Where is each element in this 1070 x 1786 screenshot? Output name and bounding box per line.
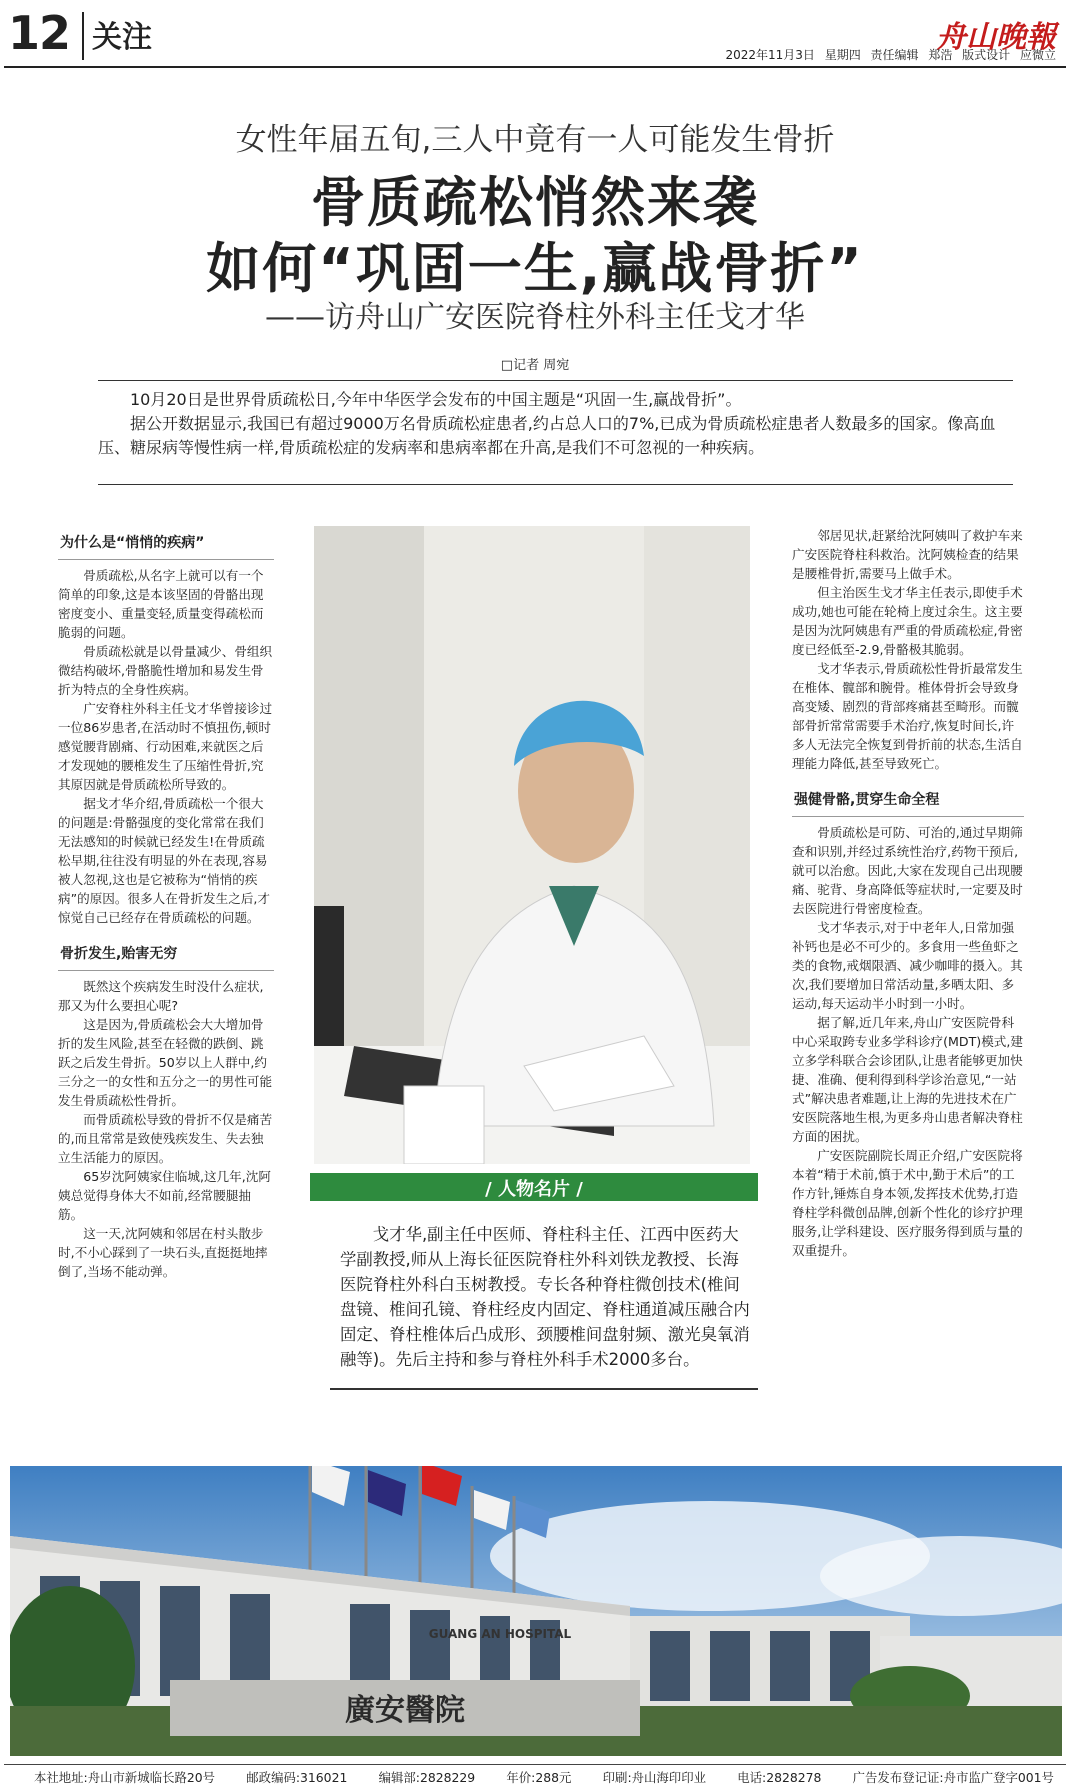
footer-editorial-phone: 编辑部:2828229 bbox=[378, 1770, 476, 1785]
kicker: 女性年届五旬,三人中竟有一人可能发生骨折 bbox=[235, 122, 835, 158]
hospital-photo bbox=[10, 1466, 1062, 1756]
header-rule bbox=[4, 66, 1066, 68]
paragraph: 广安脊柱外科主任戈才华曾接诊过一位86岁患者,在活动时不慎扭伤,顿时感觉腰背剧痛、行动困难,来就医之后才发现她的腰椎发生了压缩性骨折,究其原因就是骨质疏松所导致的。 bbox=[58, 701, 273, 792]
profile-paragraph: 戈才华,副主任中医师、脊柱科主任、江西中医药大学副教授,师从上海长征医院脊柱外科刘铁龙教授、长海医院脊柱外科白玉树教授。专长各种脊柱微创技术(椎间盘镜、椎间孔镜、脊柱经皮内固定、脊柱通道减压融合内固定、脊柱椎体后凸成形、颈腰椎间盘射频、激光臭氧消融等)。先后主持和参与脊柱外科手术2000多台。 bbox=[340, 1225, 750, 1369]
section-divider bbox=[82, 12, 84, 60]
issue-meta: 2022年11月3日 星期四 责任编辑 郑浩 版式设计 应微立 bbox=[725, 48, 1056, 62]
lead-top-rule bbox=[98, 380, 1013, 381]
newspaper-logo: 舟山晚報 bbox=[936, 20, 1056, 55]
paragraph: 但主治医生戈才华主任表示,即使手术成功,她也可能在轮椅上度过余生。这主要是因为沈阿姨患有严重的骨质疏松症,骨密度已经低至-2.9,骨骼极其脆弱。 bbox=[792, 585, 1023, 657]
profile-text bbox=[340, 1222, 750, 1372]
hospital-sign-text: 廣安醫院 bbox=[345, 1693, 465, 1728]
section-heading: 为什么是“悄悄的疾病” bbox=[58, 530, 274, 560]
paragraph: 这一天,沈阿姨和邻居在村头散步时,不小心踩到了一块石头,直挺挺地摔倒了,当场不能动弹。 bbox=[58, 1226, 268, 1279]
page-number: 12 bbox=[8, 6, 71, 60]
profile-rule bbox=[330, 1388, 758, 1390]
paragraph: 据戈才华介绍,骨质疏松一个很大的问题是:骨骼强度的变化常常在我们无法感知的时候就已经发生!在骨质疏松早期,往往没有明显的外在表现,容易被人忽视,这也是它被称为“悄悄的疾病”的原因。很多人在骨折发生之后,才惊觉自己已经存在骨质疏松的问题。 bbox=[58, 796, 271, 925]
footer-phone: 电话:2828278 bbox=[737, 1770, 822, 1785]
paragraph: 既然这个疾病发生时没什么症状,那又为什么要担心呢? bbox=[58, 979, 264, 1013]
paragraph: 65岁沈阿姨家住临城,这几年,沈阿姨总觉得身体大不如前,经常腰腿抽筋。 bbox=[58, 1169, 271, 1222]
footer-address: 本社地址:舟山市新城临长路20号 bbox=[34, 1770, 216, 1785]
paragraph: 戈才华表示,骨质疏松性骨折最常发生在椎体、髋部和腕骨。椎体骨折会导致身高变矮、剧烈的背部疼痛甚至畸形。而髋部骨折常常需要手术治疗,恢复时间长,许多人无法完全恢复到骨折前的状态,生活自理能力降低,甚至导致死亡。 bbox=[792, 661, 1023, 771]
hospital-building-sign: GUANG AN HOSPITAL bbox=[428, 1627, 572, 1641]
byline: □记者 周宛 bbox=[500, 358, 570, 373]
headline-line-1: 骨质疏松悄然来袭 bbox=[311, 171, 759, 234]
paragraph: 邻居见状,赶紧给沈阿姨叫了救护车来广安医院脊柱科救治。沈阿姨检查的结果是腰椎骨折,需要马上做手术。 bbox=[792, 528, 1023, 581]
headline-line-2: 如何“巩固一生,赢战骨折” bbox=[206, 237, 864, 300]
section-name: 关注 bbox=[92, 20, 152, 55]
section-heading: 骨折发生,贻害无穷 bbox=[58, 941, 274, 971]
footer-annual-price: 年价:288元 bbox=[506, 1770, 572, 1785]
paragraph: 骨质疏松就是以骨量减少、骨组织微结构破坏,骨骼脆性增加和易发生骨折为特点的全身性疾病。 bbox=[58, 644, 273, 697]
paragraph: 广安医院副院长周正介绍,广安医院将本着“精于术前,慎于术中,勤于术后”的工作方针,锤炼自身本领,发挥技术优势,打造脊柱学科微创品牌,创新个性化的诊疗护理服务,让学科建设、医疗服务得到质与量的双重提升。 bbox=[792, 1148, 1023, 1258]
left-column bbox=[58, 530, 274, 1281]
doctor-photo bbox=[314, 526, 750, 1164]
footer-printer: 印刷:舟山海印印业 bbox=[602, 1770, 706, 1785]
lead-paragraphs bbox=[98, 388, 1008, 460]
profile-label: / 人物名片 / bbox=[485, 1179, 583, 1200]
lead-paragraph: 据公开数据显示,我国已有超过9000万名骨质疏松症患者,约占总人口的7%,已成为骨质疏松症患者人数最多的国家。像高血压、糖尿病等慢性病一样,骨质疏松症的发病率和患病率都在升高,是我们不可忽视的一种疾病。 bbox=[98, 414, 996, 457]
paragraph: 而骨质疏松导致的骨折不仅是痛苦的,而且常常是致使残疾发生、失去独立生活能力的原因。 bbox=[58, 1112, 273, 1165]
footer-rule bbox=[4, 1764, 1066, 1765]
section-heading: 强健骨骼,贯穿生命全程 bbox=[792, 787, 1024, 817]
footer-ad-license: 广告发布登记证:舟市监广登字001号 bbox=[852, 1770, 1054, 1785]
paragraph: 戈才华表示,对于中老年人,日常加强补钙也是必不可少的。多食用一些鱼虾之类的食物,戒烟限酒、减少咖啡的摄入。其次,我们要增加日常活动量,多晒太阳、多运动,每天运动半小时到一小时。 bbox=[792, 920, 1023, 1011]
lead-bottom-rule bbox=[98, 484, 1013, 485]
paragraph: 据了解,近几年来,舟山广安医院骨科中心采取跨专业多学科诊疗(MDT)模式,建立多学科联合会诊团队,让患者能够更加快捷、准确、便利得到科学诊治意见,“一站式”解决患者难题,让上海的先进技术在广安医院落地生根,为更多舟山患者解决脊柱方面的困扰。 bbox=[792, 1015, 1023, 1144]
footer bbox=[34, 1768, 1054, 1786]
footer-postcode: 邮政编码:316021 bbox=[246, 1770, 348, 1785]
paragraph: 这是因为,骨质疏松会大大增加骨折的发生风险,甚至在轻微的跌倒、跳跃之后发生骨折。50岁以上人群中,约三分之一的女性和五分之一的男性可能发生骨质疏松性骨折。 bbox=[58, 1017, 273, 1108]
right-column bbox=[792, 526, 1024, 1260]
subtitle: ——访舟山广安医院脊柱外科主任戈才华 bbox=[265, 300, 805, 335]
paragraph: 骨质疏松是可防、可治的,通过早期筛查和识别,并经过系统性治疗,药物干预后,就可以治愈。因此,大家在发现自己出现腰痛、驼背、身高降低等症状时,一定要及时去医院进行骨密度检查。 bbox=[792, 825, 1023, 916]
paragraph: 骨质疏松,从名字上就可以有一个简单的印象,这是本该坚固的骨骼出现密度变小、重量变轻,质量变得疏松而脆弱的问题。 bbox=[58, 568, 264, 640]
lead-paragraph: 10月20日是世界骨质疏松日,今年中华医学会发布的中国主题是“巩固一生,赢战骨折”。 bbox=[130, 390, 742, 409]
